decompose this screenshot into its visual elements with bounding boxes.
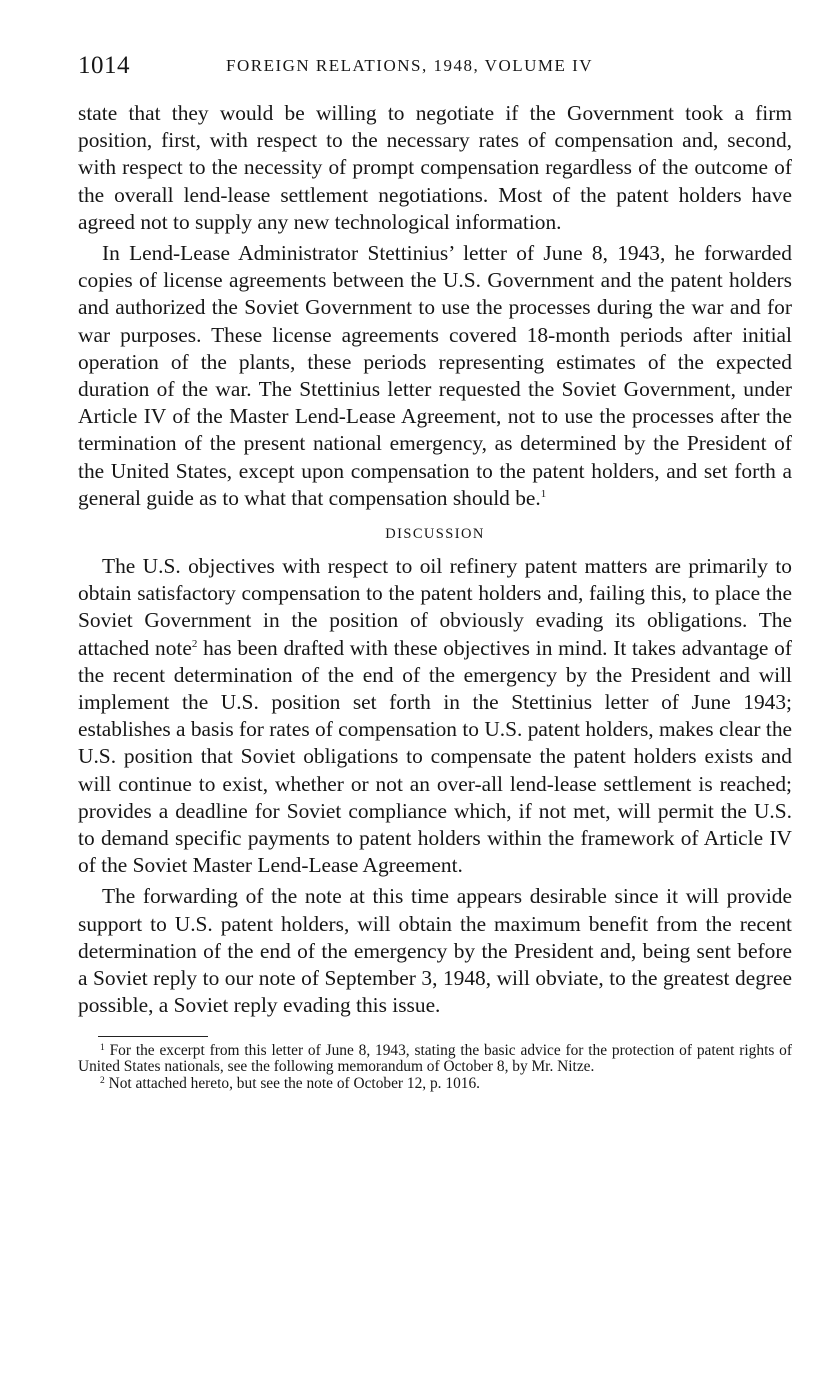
footnote-ref-2[interactable]: 2	[191, 637, 198, 650]
paragraph-continued: state that they would be willing to negotiate if the Government took a firm position, first, with respect to the necessary rates of compensation and, second, with respect to the necessity of prompt compensation regardless of the outcome of the overall lend-lease settlement negotiations. Most of the patent holders have agreed not to supply any new technological information.	[78, 101, 792, 234]
paragraph-text: In Lend-Lease Administrator Stettinius’ letter of June 8, 1943, he forwarded copies of license agreements between the U.S. Government and the patent holders and authorized the Soviet Government to use the processes during the war and for war purposes. These license agreements covered 18-month periods after initial operation of the plants, these periods representing estimates of the expected duration of the war. The Stettinius letter requested the Soviet Government, under Article IV of the Master Lend-Lease Agreement, not to use the processes after the termination of the present national emergency, as determined by the President of the United States, except upon compensation to the patent holders, and set forth a general guide as to what that compensation should be.	[78, 241, 792, 510]
paragraph-text: The U.S. objectives with respect to oil refinery patent matters are primarily to obtain satisfactory compensation to the patent holders and, failing this, to place the Soviet Government in the position of obviously evading its obligations. The attached note	[78, 554, 792, 660]
running-head	[78, 52, 792, 88]
paragraph-text: has been drafted with these objectives in mind. It takes advantage of the recent determination of the end of the emergency by the President and will implement the U.S. position set forth in the Stettinius letter of June 1943; establishes a basis for rates of compensation to U.S. patent holders, makes clear the U.S. position that Soviet obligations to compensate the patent holders exists and will continue to exist, whether or not an over-all lend-lease settlement is reached; provides a deadline for Soviet compliance which, if not met, will permit the U.S. to demand specific payments to patent holders within the framework of Article IV of the Soviet Master Lend-Lease Agreement.	[78, 635, 793, 878]
paragraph-discussion-objectives	[78, 553, 792, 879]
paragraph-discussion-forwarding: The forwarding of the note at this time appears desirable since it will provide support to U.S. patent holders, will obtain the maximum benefit from the recent determination of the end of the emergency by the President and, being sent before a Soviet reply to our note of September 3, 1948, will obviate, to the greatest degree possible, a Soviet reply evading this issue.	[78, 884, 792, 1018]
page-number: 1014	[78, 52, 130, 79]
running-head-title: FOREIGN RELATIONS, 1948, VOLUME IV	[226, 56, 594, 75]
footnote-divider	[98, 1036, 208, 1037]
footnote-marker: 1	[100, 1042, 105, 1053]
paragraph-stettinius-letter	[78, 240, 792, 512]
footnotes	[78, 1043, 792, 1093]
footnote-2	[78, 1076, 792, 1093]
footnote-1	[78, 1043, 792, 1076]
footnote-text: Not attached hereto, but see the note of October 12, p. 1016.	[108, 1074, 481, 1092]
section-heading: DISCUSSION	[385, 526, 485, 543]
footnote-text: For the excerpt from this letter of June 8, 1943, stating the basic advice for the protection of patent rights of United States nationals, see the following memorandum of October 8, by Mr. Nitze.	[78, 1041, 793, 1075]
body-text	[78, 100, 792, 1020]
footnote-ref-1[interactable]: 1	[540, 487, 547, 500]
footnote-marker: 2	[100, 1075, 105, 1086]
document-page	[78, 52, 792, 1092]
